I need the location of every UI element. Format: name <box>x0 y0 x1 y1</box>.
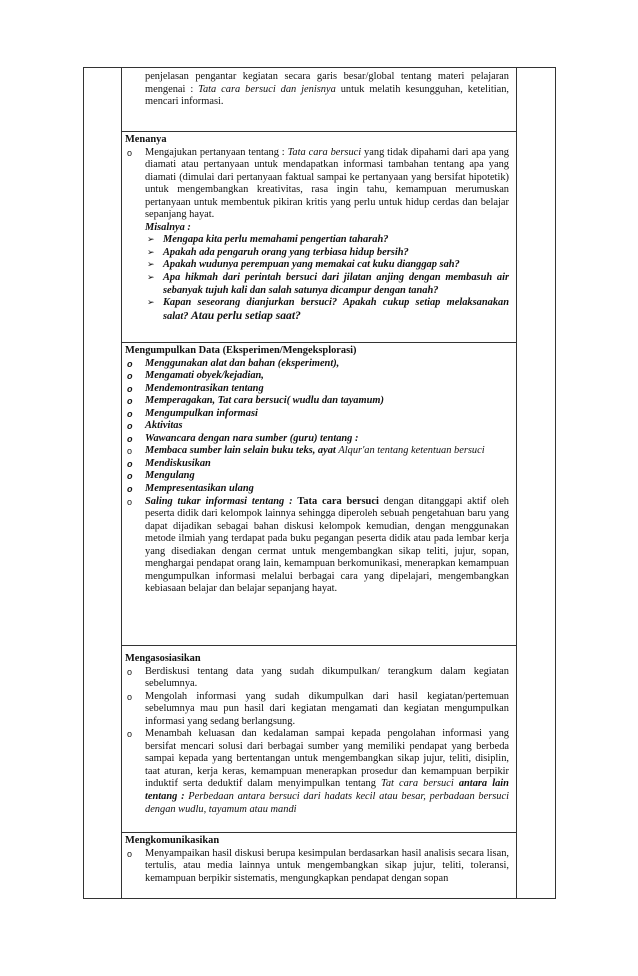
list-item: o Wawancara dengan nara sumber (guru) tentang : <box>125 433 509 446</box>
mengkomunikasikan-list <box>125 848 509 886</box>
mengumpulkan-heading: Mengumpulkan Data (Eksperimen/Mengeksplorasi) <box>125 345 357 356</box>
list-item: o Mendiskusikan <box>125 458 509 471</box>
column-divider-left <box>121 68 122 898</box>
list-item: o Mendemontrasikan tentang <box>125 383 509 396</box>
table-frame <box>83 67 556 899</box>
list-item: o Mengamati obyek/kejadian, <box>125 370 509 383</box>
list-item: o Menyampaikan hasil diskusi berupa kesimpulan berdasarkan hasil analisis secara lisan, tertulis, atau media lainnya untuk mengembangkan sikap jujur, teliti, toleransi, kemampuan berpikir sistematis, mengungkapkan pendapat dengan sopan <box>125 848 509 886</box>
mengkomunikasikan-heading: Mengkomunikasikan <box>125 835 220 846</box>
list-item: o Berdiskusi tentang data yang sudah dikumpulkan/ terangkum dalam kegiatan sebelumnya. <box>125 666 509 691</box>
list-item: o Mengumpulkan informasi <box>125 408 509 421</box>
list-item: o Saling tukar informasi tentang : Tata cara bersuci dengan ditanggapi aktif oleh peserta didik dari kelompok lainnya sehingga diperoleh sebuah pengetahuan baru yang dapat dijadikan sebagai bahan diskusi kelompok kemudian, dengan menggunakan metode ilmiah yang terdapat pada buku pegangan peserta didik atau pada lembar kerja yang disediakan dengan cermat untuk mengembangkan sikap teliti, jujur, sopan, menghargai pendapat orang lain, kemampuan berkomunikasi, menerapkan kemampuan mengumpulkan informasi melalui berbagai cara yang dipelajari, mengembangkan kebiasaan belajar dan belajar sepanjang hayat. <box>125 496 509 596</box>
intro-text: penjelasan pengantar kegiatan secara garis besar/global tentang materi pelajaran mengenai : Tata cara bersuci dan jenisnya untuk melatih kesungguhan, ketelitian, mencari informasi. <box>145 71 510 108</box>
menanya-heading: Menanya <box>125 134 167 145</box>
menanya-list <box>125 147 509 222</box>
mengasosiasikan-section <box>125 648 509 835</box>
menanya-section <box>125 134 509 345</box>
list-item: o Menggunakan alat dan bahan (eksperiment), <box>125 358 509 371</box>
list-item: o Mempresentasikan ulang <box>125 483 509 496</box>
list-item: o Mengolah informasi yang sudah dikumpulkan dari hasil kegiatan/pertemuan sebelumnya mau pun hasil dari kegiatan mengamati dan kegiatan mengumpulkan informasi yang sedang berlangsung. <box>125 691 509 729</box>
misalnya-label: Misalnya : <box>145 221 191 233</box>
intro-topic: Tata cara bersuci dan jenisnya <box>198 83 336 95</box>
list-item: ➢ Apakah wudunya perempuan yang memakai cat kuku dianggap sah? <box>145 259 509 272</box>
list-item: ➢ Apa hikmah dari perintah bersuci dari jilatan anjing dengan membasuh air sebanyak tujuh kali dan salah satunya dicampur dengan tanah? <box>145 272 509 297</box>
list-item: o Mengajukan pertanyaan tentang : Tata cara bersuci yang tidak dipahami dari apa yang diamati atau pertanyaan untuk mendapatkan informasi tambahan tentang apa yang diamati (dimulai dari pertanyaan faktual sampai ke pertanyaan yang bersifat hipotetik) untuk mengembangkan kreativitas, rasa ingin tahu, kemampuan merumuskan pertanyaan untuk membentuk pikiran kritis yang perlu untuk hidup cerdas dan belajar sepanjang hayat. <box>125 147 509 222</box>
mengumpulkan-section <box>125 345 509 648</box>
question-list <box>125 234 509 323</box>
list-item: o Mengulang <box>125 470 509 483</box>
intro-section <box>125 71 509 134</box>
list-item: ➢ Mengapa kita perlu memahami pengertian taharah? <box>145 234 509 247</box>
list-item: ➢ Kapan seseorang dianjurkan bersuci? Apakah cukup setiap melaksanakan salat? Atau perlu setiap saat? <box>145 297 509 323</box>
mengkomunikasikan-section <box>125 835 509 885</box>
activity-content <box>125 71 509 885</box>
list-item: ➢ Apakah ada pengaruh orang yang terbiasa hidup bersih? <box>145 247 509 260</box>
column-divider-right <box>516 68 517 898</box>
list-item: o Memperagakan, Tat cara bersuci( wudlu dan tayamum) <box>125 395 509 408</box>
list-item: o Menambah keluasan dan kedalaman sampai kepada pengolahan informasi yang bersifat mencari solusi dari berbagai sumber yang memiliki pendapat yang berbeda sampai kepada yang bertentangan untuk mengembangkan sikap jujur, teliti, disiplin, taat aturan, kerja keras, kemampuan menerapkan prosedur dan kemampuan berpikir induktif serta deduktif dalam menyimpulkan tentang Tat cara bersuci antara lain tentang : Perbedaan antara bersuci dari hadats kecil atau besar, perbadaan bersuci dengan wudlu, tayamum atau mandi <box>125 728 509 816</box>
list-item: o Aktivitas <box>125 420 509 433</box>
mengumpulkan-list <box>125 358 509 596</box>
mengasosiasikan-list <box>125 666 509 817</box>
mengasosiasikan-heading: Mengasosiasikan <box>125 653 201 664</box>
list-item: o Membaca sumber lain selain buku teks, ayat Alqur'an tentang ketentuan bersuci <box>125 445 509 458</box>
